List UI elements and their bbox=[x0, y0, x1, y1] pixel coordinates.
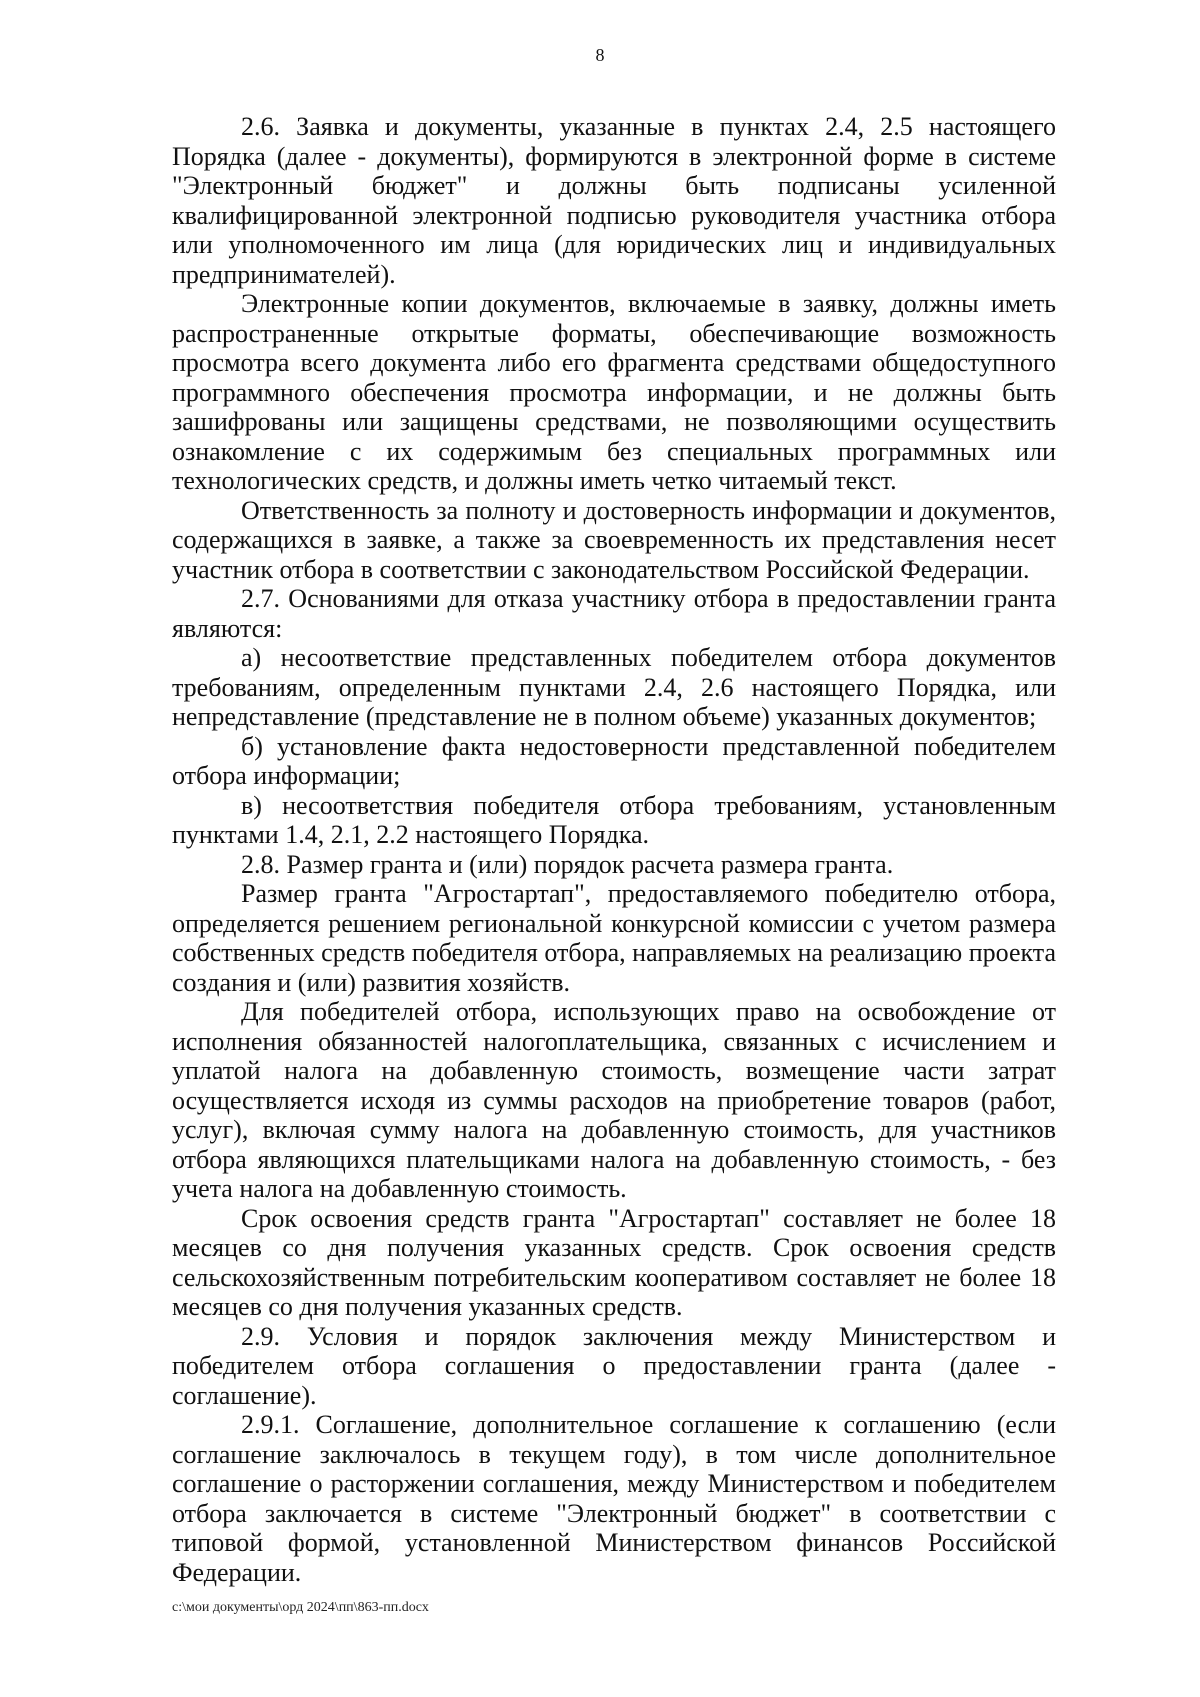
paragraph-responsibility: Ответственность за полноту и достоверность информации и документов, содержащихся в заявке, а также за своевременность их представления несет участник отбора в соответствии с законодательством Российской Федерации. bbox=[172, 495, 1056, 584]
paragraph-grant-term: Срок освоения средств гранта "Агростартап" составляет не более 18 месяцев со дня получения указанных средств. Срок освоения средств сельскохозяйственным потребительским кооперативом составляет не более 18 месяцев со дня получения указанных средств. bbox=[172, 1203, 1056, 1321]
list-item-v: в) несоответствия победителя отбора требованиям, установленным пунктами 1.4, 2.1, 2.2 настоящего Порядка. bbox=[172, 790, 1056, 849]
paragraph-electronic-copies: Электронные копии документов, включаемые в заявку, должны иметь распространенные открытые форматы, обеспечивающие возможность просмотра всего документа либо его фрагмента средствами общедоступного программного обеспечения просмотра информации, и не должны быть зашифрованы или защищены средствами, не позволяющими осуществить ознакомление с их содержимым без специальных программных или технологических средств, и должны иметь четко читаемый текст. bbox=[172, 289, 1056, 495]
paragraph-2-9: 2.9. Условия и порядок заключения между Министерством и победителем отбора соглашения о предоставлении гранта (далее - соглашение). bbox=[172, 1321, 1056, 1410]
paragraph-2-7: 2.7. Основаниями для отказа участнику отбора в предоставлении гранта являются: bbox=[172, 584, 1056, 643]
footer-file-path: c:\мои документы\орд 2024\пп\863-пп.docx bbox=[172, 1600, 429, 1615]
page-number: 8 bbox=[595, 45, 605, 65]
paragraph-grant-size: Размер гранта "Агростартап", предоставляемого победителю отбора, определяется решением региональной конкурсной комиссии с учетом размера собственных средств победителя отбора, направляемых на реализацию проекта создания и (или) развития хозяйств. bbox=[172, 879, 1056, 997]
paragraph-2-8: 2.8. Размер гранта и (или) порядок расчета размера гранта. bbox=[241, 849, 894, 879]
document-body bbox=[172, 112, 1056, 1587]
list-item-b: б) установление факта недостоверности представленной победителем отбора информации; bbox=[172, 731, 1056, 790]
paragraph-2-6: 2.6. Заявка и документы, указанные в пунктах 2.4, 2.5 настоящего Порядка (далее - документы), формируются в электронной форме в системе "Электронный бюджет" и должны быть подписаны усиленной квалифицированной электронной подписью руководителя участника отбора или уполномоченного им лица (для юридических лиц и индивидуальных предпринимателей). bbox=[172, 112, 1056, 289]
list-item-a: а) несоответствие представленных победителем отбора документов требованиям, определенным пунктами 2.4, 2.6 настоящего Порядка, или непредставление (представление не в полном объеме) указанных документов; bbox=[172, 643, 1056, 731]
paragraph-vat-exemption: Для победителей отбора, использующих право на освобождение от исполнения обязанностей налогоплательщика, связанных с исчислением и уплатой налога на добавленную стоимость, возмещение части затрат осуществляется исходя из суммы расходов на приобретение товаров (работ, услуг), включая сумму налога на добавленную стоимость, для участников отбора являющихся плательщиками налога на добавленную стоимость, - без учета налога на добавленную стоимость. bbox=[172, 997, 1056, 1203]
paragraph-2-9-1: 2.9.1. Соглашение, дополнительное соглашение к соглашению (если соглашение заключалось в текущем году), в том числе дополнительное соглашение о расторжении соглашения, между Министерством и победителем отбора заключается в системе "Электронный бюджет" в соответствии с типовой формой, установленной Министерством финансов Российской Федерации. bbox=[172, 1410, 1056, 1587]
